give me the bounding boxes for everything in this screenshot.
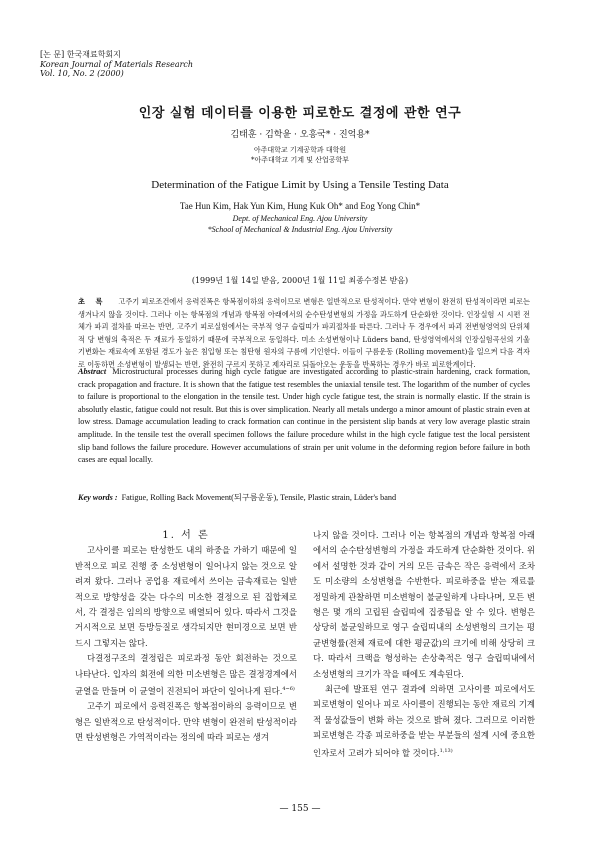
keywords-text: Fatigue, Rolling Back Movement(되구름운동), Tensile, Plastic strain, Lüder's band <box>121 493 397 502</box>
paragraph-text: 최근에 발표된 연구 결과에 의하면 고사이클 피로에서도 피로변형이 일어나 피로 사이클이 진행되는 동안 재료의 기계적 물성값들이 변화 하는 것으로 밝혀 졌다. 그러므로 이러한 피로변형은 각종 피로하중을 받는 부분들의 설계 시에 중요한 인자로서 고려가 되어야 할 것이다. <box>313 684 535 758</box>
journal-volume: Vol. 10, No. 2 (2000) <box>40 69 124 78</box>
keywords <box>78 492 530 503</box>
english-affiliation-1: Dept. of Mechanical Eng. Ajou University <box>232 214 368 223</box>
english-authors: Tae Hun Kim, Hak Yun Kim, Hung Kuk Oh* and Eog Yong Chin* <box>179 201 421 211</box>
english-abstract <box>78 366 530 467</box>
english-title: Determination of the Fatigue Limit by Using a Tensile Testing Data <box>151 179 449 191</box>
korean-abstract <box>78 296 530 372</box>
page-number: — 155 — <box>279 804 321 814</box>
paragraph <box>313 682 535 761</box>
korean-affiliation-1: 아주대학교 기계공학과 대학원 <box>253 146 347 154</box>
journal-header <box>40 50 193 79</box>
citation: 4~6) <box>282 686 295 693</box>
english-abstract-label: Abstract <box>78 367 107 376</box>
paragraph <box>75 651 297 699</box>
korean-abstract-text: 고주기 피로조건에서 응력진폭은 항복점이하의 응력이므로 변형은 일반적으로 탄성적이다. 만약 변형이 완전히 탄성적이라면 피로는 생겨나지 않을 것이다. 그러나 이는 항복점의 개념과 항복점 아래에서의 순수탄성변형의 가정을 과도하게 단순화한 것이다. 인장실험 시 시편 전체가 파괴 절차를 따르는 반면, 고주기 피로실험에서는 국부적 영구 슬립띠가 파괴절차를 따른다. 그러나 두 경우에서 파괴 전변형영역의 단위체적 당 변형의 축적은 두 재료가 동일하기 때문에 국부적으로 동일하다. 미소 소성변형이나 Lüders band, 탄성영역에서의 인장실험곡선의 기울기변화는 재료속에 포함된 경도가 높은 침입형 또는 침탄형 원자의 구름에 기인한다. 이들이 구름운동 (Rolling movement)을 일으켜 다음 격자로 이동하면 소성변형이 발생되는 반면, 완전히 구르지 못하고 제자리로 되돌아오는 운동을 반복하는 경우가 바로 피로한계이다. <box>78 297 530 369</box>
korean-authors: 김태훈 · 김학윤 · 오흥국* · 진억용* <box>230 130 370 140</box>
paragraph: 고주기 피로에서 응력진폭은 항복점이하의 응력이므로 변형은 일반적으로 탄성적이다. 만약 변형이 완전히 탄성적이라면 탄성변형은 가역적이라는 정의에 따라 피로는 생겨 <box>75 701 297 743</box>
body-column-left <box>75 528 297 745</box>
korean-affiliation-2: *아주대학교 기계 및 산업공학부 <box>250 156 350 164</box>
paragraph: 고사이클 피로는 탄성한도 내의 하중을 가하기 때문에 일반적으로 피로 진행 중 소성변형이 일어나지 않는 것으로 알려져 왔다. 그러나 공업용 재료에서 쓰이는 금속재료는 일반적으로 방향성을 갖는 다수의 미소한 결정으로 된 집합체로서, 각 결정은 임의의 방향으로 배열되어 있다. 따라서 그것을 거시적으로 보면 등방등질로 생각되지만 현미경으로 보면 반드시 그렇지는 않다. <box>75 545 297 648</box>
journal-name-english: Korean Journal of Materials Research <box>40 59 194 69</box>
english-affiliation-2: *School of Mechanical & Industrial Eng. Ajou University <box>207 225 393 234</box>
paragraph: 나지 않을 것이다. 그러나 이는 항복점의 개념과 항복점 아래에서의 순수탄성변형의 가정을 과도하게 단순화한 것이다. 위에서 설명한 것과 같이 거의 모든 금속은 작은 응력에서 조차도 미소량의 소성변형을 수반한다. 피로하중을 받는 재료를 정밀하게 관찰하면 미소변형이 불균일하게 나타나며, 모든 변형은 몇 개의 고립된 슬립띠에 집중됨을 알 수 있다. 변형은 상당히 불균일하므로 영구 슬립띠내의 소성변형의 크기는 평균변형률(전체 재료에 대한 평균값)의 크기에 비해 상당히 크다. 따라서 크랙을 형성하는 손상축적은 영구 슬립띠내에서 소성변형의 크기가 작을 때에도 계속된다. <box>313 530 535 679</box>
english-abstract-text: Microstructural processes during high cycle fatigue are investigated according to plastic-strain hardening, crack formation, crack propagation and fracture. It is shown that the fatigue test resembles the uniaxial tensile test. The logarithm of the number of cycles to failure is proportional to the elongation in the tensile test. Under high cycle fatigue test, the strain is normally elastic. If the strain is absolutly elastic, fatigue could not result. But this is over simplication. Nearly all metals undergo a minor amount of plastic strain even at low stress. Damage accumulation leading to crack formation can continue in the persistent slip bands at very low average plastic strain amplitude. In the tensile test the overall specimen follows the failure procedure whilst in the high cycle fatigue test the local persistent slip band follows the failure procedure. However accumulations of strain per unit volume in the deforming region before failure in both cases are equal locally. <box>78 367 530 465</box>
body-column-right <box>313 528 535 761</box>
paragraph-text: 다결정구조의 결정립은 피로과정 동안 회전하는 것으로 나타난다. 입자의 회전에 의한 미소변형은 많은 결정경계에서 균열을 만들며 이 균열이 진전되어 파단이 일어나게 된다. <box>75 653 297 696</box>
keywords-label: Key words : <box>78 493 118 502</box>
korean-abstract-label: 초 록 <box>78 297 107 306</box>
korean-title: 인장 실험 데이터를 이용한 피로한도 결정에 관한 연구 <box>138 106 462 121</box>
section-heading: 1. 서 론 <box>162 530 210 541</box>
journal-name-korean: [논 문] 한국재료학회지 <box>40 50 121 59</box>
citation: 1,13) <box>439 747 453 754</box>
received-dates: (1999년 1월 14일 받음, 2000년 1월 11일 최종수정본 받음) <box>191 276 409 285</box>
